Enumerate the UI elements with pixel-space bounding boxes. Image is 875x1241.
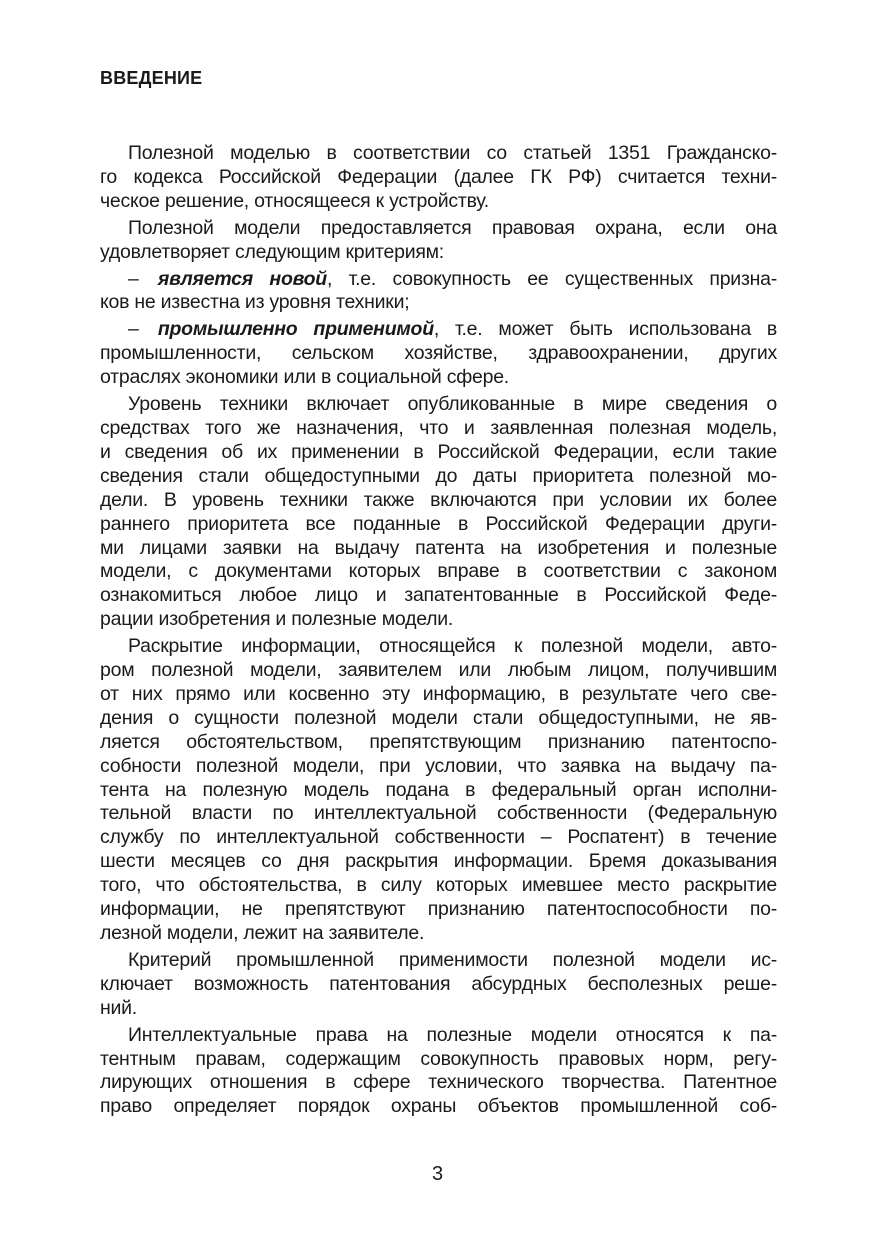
paragraph	[100, 393, 777, 632]
paragraph	[100, 217, 777, 265]
emphasized-term: является новой	[157, 267, 327, 290]
line-rest: , т.е. может быть использована в	[433, 318, 777, 341]
text-line: ром полезной модели, заявителем или любым лицом, получившим	[100, 659, 777, 682]
text-line: дели. В уровень техники также включаются при условии их более	[100, 488, 777, 511]
paragraph	[100, 1024, 777, 1120]
text-line: раннего приоритета все поданные в Российской Федерации други-	[100, 512, 777, 535]
text-line: Полезной модели предоставляется правовая охрана, если она	[128, 216, 777, 239]
text-line: право определяет порядок охраны объектов промышленной соб-	[100, 1095, 777, 1118]
text-line: ознакомиться любое лицо и запатентованные в Российской Феде-	[100, 584, 777, 607]
text-line: собности полезной модели, при условии, что заявка на выдачу па-	[100, 754, 777, 777]
text-line: ми лицами заявки на выдачу патента на изобретения и полезные	[100, 536, 777, 559]
text-line: средствах того же назначения, что и заявленная полезная модель,	[100, 416, 777, 439]
text-line: ков не известна из уровня техники;	[100, 291, 410, 314]
emphasized-term: промышленно применимой	[157, 318, 434, 341]
text-line: шести месяцев со дня раскрытия информации. Бремя доказывания	[100, 850, 777, 873]
text-line: от них прямо или косвенно эту информацию, в результате чего све-	[100, 682, 777, 705]
text-line: Уровень техники включает опубликованные в мире сведения о	[128, 393, 777, 416]
section-title: ВВЕДЕНИЕ	[100, 68, 203, 88]
text-line: Критерий промышленной применимости полезной модели ис-	[128, 948, 777, 971]
text-line: информации, не препятствуют признанию патентоспособности по-	[100, 898, 777, 921]
text-line: тента на полезную модель подана в федеральный орган исполни-	[100, 778, 777, 801]
text-line: лезной модели, лежит на заявителе.	[100, 922, 425, 944]
text-line: службу по интеллектуальной собственности – Роспатент) в течение	[100, 826, 777, 849]
line-rest: , т.е. совокупность ее существенных призна-	[326, 267, 777, 290]
paragraph	[100, 142, 777, 214]
text-line: промышленности, сельском хозяйстве, здравоохранении, других	[100, 342, 777, 365]
text-line: тентным правам, содержащим совокупность правовых норм, регу-	[100, 1047, 777, 1070]
text-line	[100, 318, 777, 342]
paragraph	[100, 635, 777, 946]
text-line: ляется обстоятельством, препятствующим признанию патентоспо-	[100, 730, 777, 753]
text-line: отраслях экономики или в социальной сфере.	[100, 366, 509, 389]
list-item	[100, 318, 777, 390]
text-line: Раскрытие информации, относящейся к полезной модели, авто-	[128, 635, 777, 658]
text-line: того, что обстоятельства, в силу которых имевшее место раскрытие	[100, 874, 777, 897]
text-line: лирующих отношения в сфере технического творчества. Патентное	[100, 1071, 777, 1094]
text-line: ний.	[100, 996, 137, 1019]
text-line	[100, 268, 777, 292]
text-line: тельной власти по интеллектуальной собственности (Федеральную	[100, 802, 777, 825]
page-number: 3	[431, 1163, 444, 1185]
paragraph	[100, 949, 777, 1021]
text-line: дения о сущности полезной модели стали общедоступными, не яв-	[100, 706, 777, 729]
body-text	[100, 142, 777, 1119]
text-line: Полезной моделью в соответствии со статьей 1351 Гражданско-	[128, 142, 777, 164]
text-line: ключает возможность патентования абсурдных бесполезных реше-	[100, 972, 777, 995]
text-line: и сведения об их применении в Российской Федерации, если такие	[100, 440, 777, 463]
text-line: Интеллектуальные права на полезные модели относятся к па-	[128, 1023, 777, 1046]
text-line: удовлетворяет следующим критериям:	[100, 240, 444, 263]
text-line: сведения стали общедоступными до даты приоритета полезной мо-	[100, 464, 777, 487]
list-dash: –	[128, 267, 139, 290]
text-line: го кодекса Российской Федерации (далее ГК РФ) считается техни-	[100, 165, 777, 188]
text-line: рации изобретения и полезные модели.	[100, 608, 454, 631]
text-line: ческое решение, относящееся к устройству.	[100, 189, 489, 212]
list-item	[100, 268, 777, 316]
text-line: модели, с документами которых вправе в соответствии с законом	[100, 560, 777, 583]
list-dash: –	[128, 318, 139, 341]
